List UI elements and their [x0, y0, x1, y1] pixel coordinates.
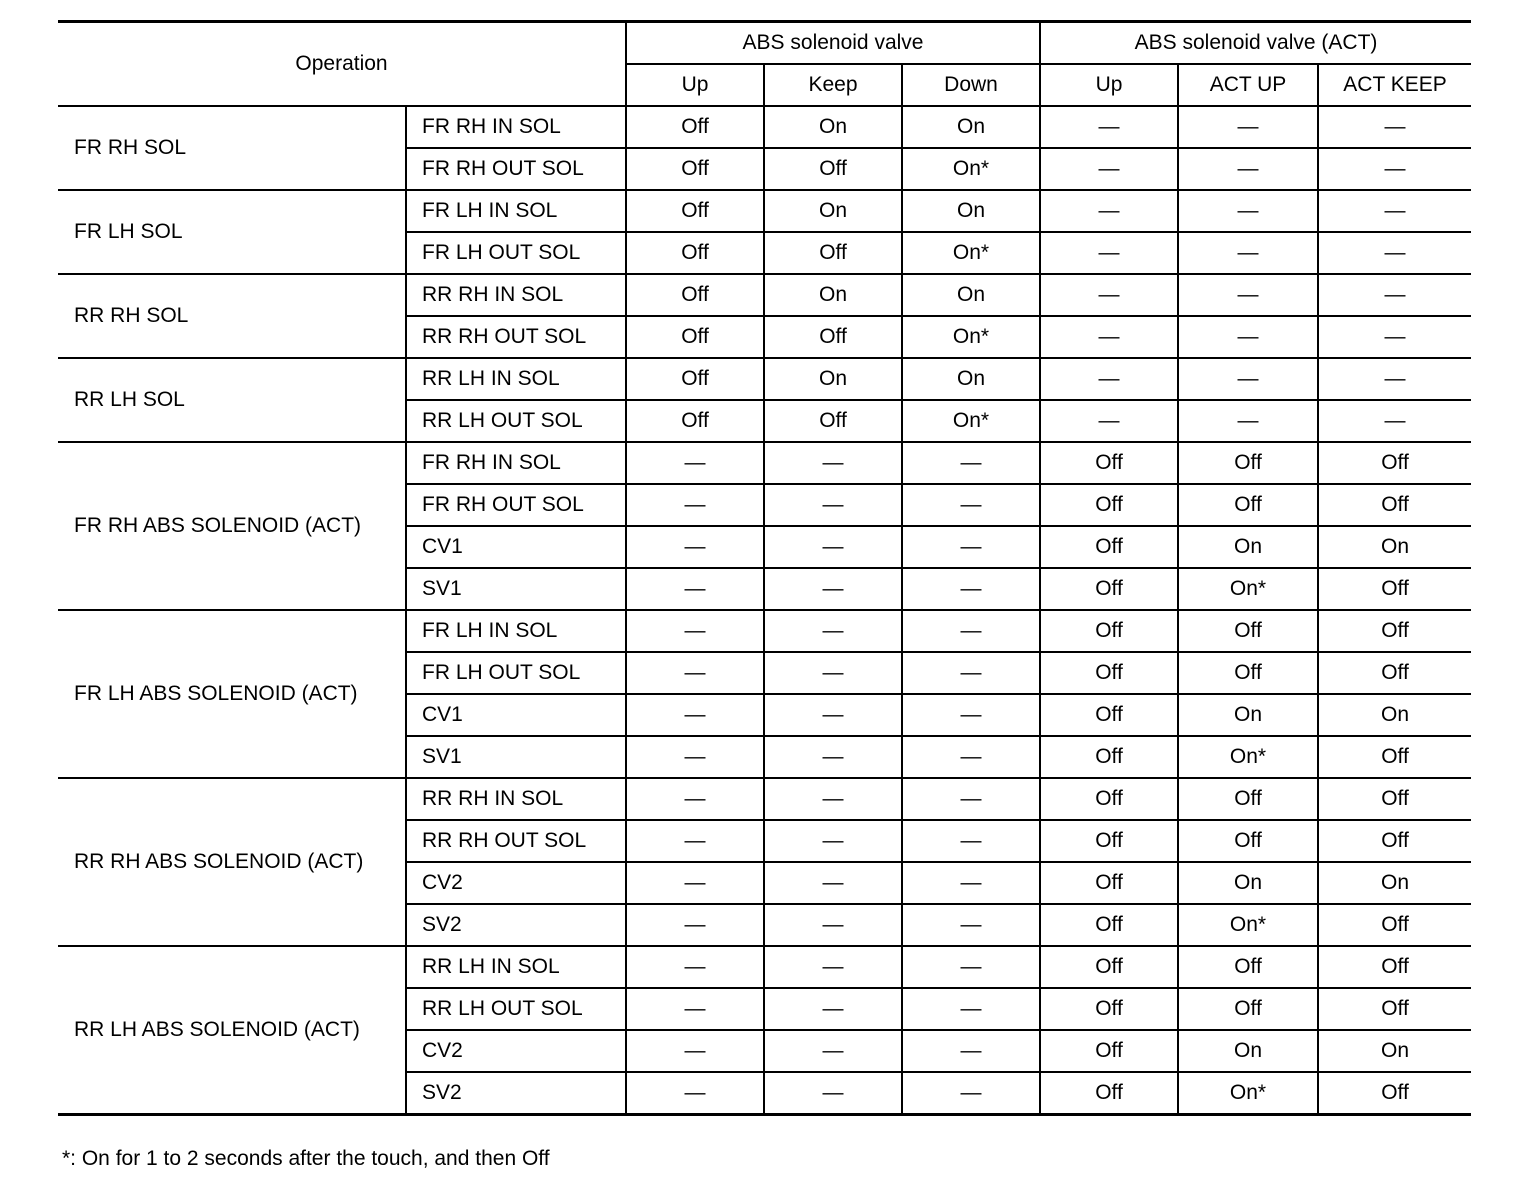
- value-cell: —: [764, 694, 902, 736]
- abs-solenoid-valve-act-header: ABS solenoid valve (ACT): [1040, 22, 1471, 65]
- solenoid-name-cell: FR LH OUT SOL: [406, 232, 626, 274]
- value-cell: —: [626, 694, 764, 736]
- value-cell: —: [1318, 190, 1471, 232]
- solenoid-name-cell: FR RH OUT SOL: [406, 484, 626, 526]
- value-cell: Off: [1040, 652, 1178, 694]
- value-cell: Off: [626, 316, 764, 358]
- value-cell: On: [1318, 862, 1471, 904]
- value-cell: —: [1040, 358, 1178, 400]
- group-name-cell: RR RH SOL: [58, 274, 406, 358]
- solenoid-name-cell: FR LH OUT SOL: [406, 652, 626, 694]
- solenoid-name-cell: SV2: [406, 1072, 626, 1115]
- value-cell: On*: [1178, 736, 1318, 778]
- value-cell: —: [764, 442, 902, 484]
- group-name-cell: FR RH SOL: [58, 106, 406, 190]
- value-cell: Off: [764, 316, 902, 358]
- value-cell: Off: [626, 106, 764, 148]
- value-cell: —: [902, 862, 1040, 904]
- value-cell: —: [902, 904, 1040, 946]
- value-cell: —: [626, 610, 764, 652]
- value-cell: Off: [626, 400, 764, 442]
- value-cell: On*: [1178, 568, 1318, 610]
- value-cell: —: [1040, 316, 1178, 358]
- value-cell: —: [764, 778, 902, 820]
- value-cell: On: [1178, 694, 1318, 736]
- value-cell: —: [764, 610, 902, 652]
- value-cell: Off: [1178, 946, 1318, 988]
- group-name-cell: RR RH ABS SOLENOID (ACT): [58, 778, 406, 946]
- value-cell: —: [764, 862, 902, 904]
- value-cell: Off: [1318, 778, 1471, 820]
- solenoid-name-cell: FR RH IN SOL: [406, 442, 626, 484]
- value-cell: —: [902, 820, 1040, 862]
- solenoid-name-cell: CV1: [406, 526, 626, 568]
- value-cell: —: [1040, 106, 1178, 148]
- value-cell: Off: [764, 232, 902, 274]
- footnote: *: On for 1 to 2 seconds after the touch, and then Off: [62, 1147, 550, 1170]
- value-cell: Off: [1178, 610, 1318, 652]
- value-cell: —: [1040, 190, 1178, 232]
- value-cell: On: [764, 106, 902, 148]
- value-cell: —: [626, 1072, 764, 1115]
- value-cell: Off: [1318, 820, 1471, 862]
- value-cell: Off: [1178, 442, 1318, 484]
- table-row: [58, 106, 1471, 148]
- value-cell: Off: [1178, 778, 1318, 820]
- value-cell: Off: [1318, 568, 1471, 610]
- solenoid-name-cell: RR LH OUT SOL: [406, 400, 626, 442]
- value-cell: —: [1178, 358, 1318, 400]
- value-cell: —: [626, 904, 764, 946]
- value-cell: Off: [1040, 1072, 1178, 1115]
- value-cell: Off: [1178, 820, 1318, 862]
- value-cell: —: [902, 652, 1040, 694]
- value-cell: —: [902, 988, 1040, 1030]
- solenoid-name-cell: SV1: [406, 568, 626, 610]
- value-cell: —: [626, 820, 764, 862]
- value-cell: On: [1178, 1030, 1318, 1072]
- value-cell: —: [1178, 274, 1318, 316]
- value-cell: Off: [1040, 988, 1178, 1030]
- value-cell: On: [902, 190, 1040, 232]
- value-cell: —: [1178, 400, 1318, 442]
- value-cell: —: [1178, 106, 1318, 148]
- table-row: [58, 442, 1471, 484]
- value-cell: —: [902, 736, 1040, 778]
- value-cell: Off: [1178, 484, 1318, 526]
- value-cell: Off: [626, 358, 764, 400]
- value-cell: —: [764, 988, 902, 1030]
- solenoid-name-cell: FR RH IN SOL: [406, 106, 626, 148]
- value-cell: Off: [626, 232, 764, 274]
- value-cell: —: [1178, 190, 1318, 232]
- value-cell: —: [1318, 106, 1471, 148]
- value-cell: —: [764, 946, 902, 988]
- value-cell: —: [764, 904, 902, 946]
- value-cell: On: [764, 358, 902, 400]
- value-cell: —: [1040, 148, 1178, 190]
- value-cell: Off: [764, 148, 902, 190]
- group-name-cell: FR LH ABS SOLENOID (ACT): [58, 610, 406, 778]
- group-name-cell: RR LH ABS SOLENOID (ACT): [58, 946, 406, 1115]
- group-name-cell: RR LH SOL: [58, 358, 406, 442]
- table-row: [58, 778, 1471, 820]
- value-cell: —: [626, 862, 764, 904]
- solenoid-name-cell: SV1: [406, 736, 626, 778]
- value-cell: —: [902, 778, 1040, 820]
- solenoid-name-cell: RR RH OUT SOL: [406, 820, 626, 862]
- table-row: [58, 610, 1471, 652]
- value-cell: —: [626, 946, 764, 988]
- value-cell: Off: [1318, 484, 1471, 526]
- value-cell: Off: [1040, 484, 1178, 526]
- value-cell: On: [1318, 1030, 1471, 1072]
- value-cell: On*: [902, 232, 1040, 274]
- value-cell: —: [626, 484, 764, 526]
- solenoid-name-cell: RR LH IN SOL: [406, 946, 626, 988]
- value-cell: —: [1040, 232, 1178, 274]
- value-cell: —: [1178, 316, 1318, 358]
- solenoid-name-cell: FR RH OUT SOL: [406, 148, 626, 190]
- value-cell: —: [764, 736, 902, 778]
- column-header: Up: [626, 64, 764, 106]
- solenoid-name-cell: RR LH IN SOL: [406, 358, 626, 400]
- table-row: [58, 190, 1471, 232]
- value-cell: —: [1318, 400, 1471, 442]
- value-cell: On*: [902, 316, 1040, 358]
- value-cell: —: [902, 484, 1040, 526]
- value-cell: Off: [1318, 904, 1471, 946]
- table-row: [58, 274, 1471, 316]
- group-name-cell: FR RH ABS SOLENOID (ACT): [58, 442, 406, 610]
- value-cell: —: [764, 820, 902, 862]
- value-cell: Off: [1318, 946, 1471, 988]
- value-cell: Off: [626, 190, 764, 232]
- value-cell: —: [902, 1030, 1040, 1072]
- solenoid-operation-table: [58, 20, 1471, 1116]
- operation-header: Operation: [58, 22, 626, 107]
- value-cell: Off: [1040, 568, 1178, 610]
- value-cell: —: [764, 568, 902, 610]
- value-cell: —: [1318, 148, 1471, 190]
- value-cell: On: [902, 274, 1040, 316]
- solenoid-name-cell: FR LH IN SOL: [406, 190, 626, 232]
- value-cell: —: [1318, 232, 1471, 274]
- value-cell: Off: [1040, 610, 1178, 652]
- solenoid-name-cell: CV1: [406, 694, 626, 736]
- value-cell: Off: [1318, 610, 1471, 652]
- value-cell: Off: [626, 274, 764, 316]
- value-cell: On*: [1178, 904, 1318, 946]
- value-cell: Off: [1040, 946, 1178, 988]
- value-cell: —: [1318, 316, 1471, 358]
- table-row: [58, 358, 1471, 400]
- value-cell: —: [1040, 400, 1178, 442]
- value-cell: —: [1040, 274, 1178, 316]
- solenoid-name-cell: RR LH OUT SOL: [406, 988, 626, 1030]
- value-cell: —: [764, 484, 902, 526]
- value-cell: On*: [902, 148, 1040, 190]
- value-cell: —: [902, 1072, 1040, 1115]
- value-cell: On: [1178, 526, 1318, 568]
- value-cell: Off: [1040, 862, 1178, 904]
- value-cell: —: [626, 652, 764, 694]
- value-cell: On*: [902, 400, 1040, 442]
- value-cell: —: [764, 1030, 902, 1072]
- value-cell: Off: [1040, 820, 1178, 862]
- solenoid-name-cell: SV2: [406, 904, 626, 946]
- solenoid-name-cell: FR LH IN SOL: [406, 610, 626, 652]
- header-row-top: [58, 22, 1471, 65]
- value-cell: —: [626, 568, 764, 610]
- value-cell: —: [626, 1030, 764, 1072]
- value-cell: —: [626, 778, 764, 820]
- value-cell: Off: [1040, 904, 1178, 946]
- column-header: Up: [1040, 64, 1178, 106]
- value-cell: Off: [1040, 442, 1178, 484]
- value-cell: Off: [1040, 694, 1178, 736]
- value-cell: On: [1178, 862, 1318, 904]
- value-cell: —: [902, 526, 1040, 568]
- value-cell: —: [1318, 358, 1471, 400]
- value-cell: Off: [1178, 652, 1318, 694]
- value-cell: —: [764, 526, 902, 568]
- value-cell: Off: [1318, 442, 1471, 484]
- solenoid-name-cell: RR RH IN SOL: [406, 778, 626, 820]
- value-cell: On*: [1178, 1072, 1318, 1115]
- value-cell: On: [902, 358, 1040, 400]
- column-header: ACT UP: [1178, 64, 1318, 106]
- value-cell: On: [902, 106, 1040, 148]
- value-cell: —: [626, 442, 764, 484]
- value-cell: Off: [626, 148, 764, 190]
- column-header: Down: [902, 64, 1040, 106]
- value-cell: —: [1178, 232, 1318, 274]
- value-cell: Off: [1318, 1072, 1471, 1115]
- value-cell: On: [764, 190, 902, 232]
- value-cell: Off: [1040, 526, 1178, 568]
- value-cell: Off: [1318, 988, 1471, 1030]
- value-cell: —: [1178, 148, 1318, 190]
- table-row: [58, 946, 1471, 988]
- value-cell: —: [1318, 274, 1471, 316]
- value-cell: Off: [1040, 736, 1178, 778]
- value-cell: —: [902, 442, 1040, 484]
- abs-solenoid-valve-header: ABS solenoid valve: [626, 22, 1040, 65]
- value-cell: On: [1318, 694, 1471, 736]
- value-cell: Off: [1040, 1030, 1178, 1072]
- solenoid-name-cell: CV2: [406, 862, 626, 904]
- value-cell: —: [902, 568, 1040, 610]
- value-cell: Off: [1040, 778, 1178, 820]
- table-body: [58, 106, 1471, 1115]
- value-cell: —: [764, 652, 902, 694]
- column-header: Keep: [764, 64, 902, 106]
- value-cell: —: [626, 988, 764, 1030]
- value-cell: —: [902, 694, 1040, 736]
- value-cell: On: [1318, 526, 1471, 568]
- value-cell: —: [902, 946, 1040, 988]
- value-cell: Off: [1318, 652, 1471, 694]
- column-header: ACT KEEP: [1318, 64, 1471, 106]
- group-name-cell: FR LH SOL: [58, 190, 406, 274]
- value-cell: Off: [764, 400, 902, 442]
- solenoid-name-cell: RR RH IN SOL: [406, 274, 626, 316]
- value-cell: —: [626, 736, 764, 778]
- value-cell: —: [902, 610, 1040, 652]
- value-cell: Off: [1178, 988, 1318, 1030]
- value-cell: —: [764, 1072, 902, 1115]
- solenoid-name-cell: RR RH OUT SOL: [406, 316, 626, 358]
- value-cell: On: [764, 274, 902, 316]
- value-cell: —: [626, 526, 764, 568]
- value-cell: Off: [1318, 736, 1471, 778]
- solenoid-name-cell: CV2: [406, 1030, 626, 1072]
